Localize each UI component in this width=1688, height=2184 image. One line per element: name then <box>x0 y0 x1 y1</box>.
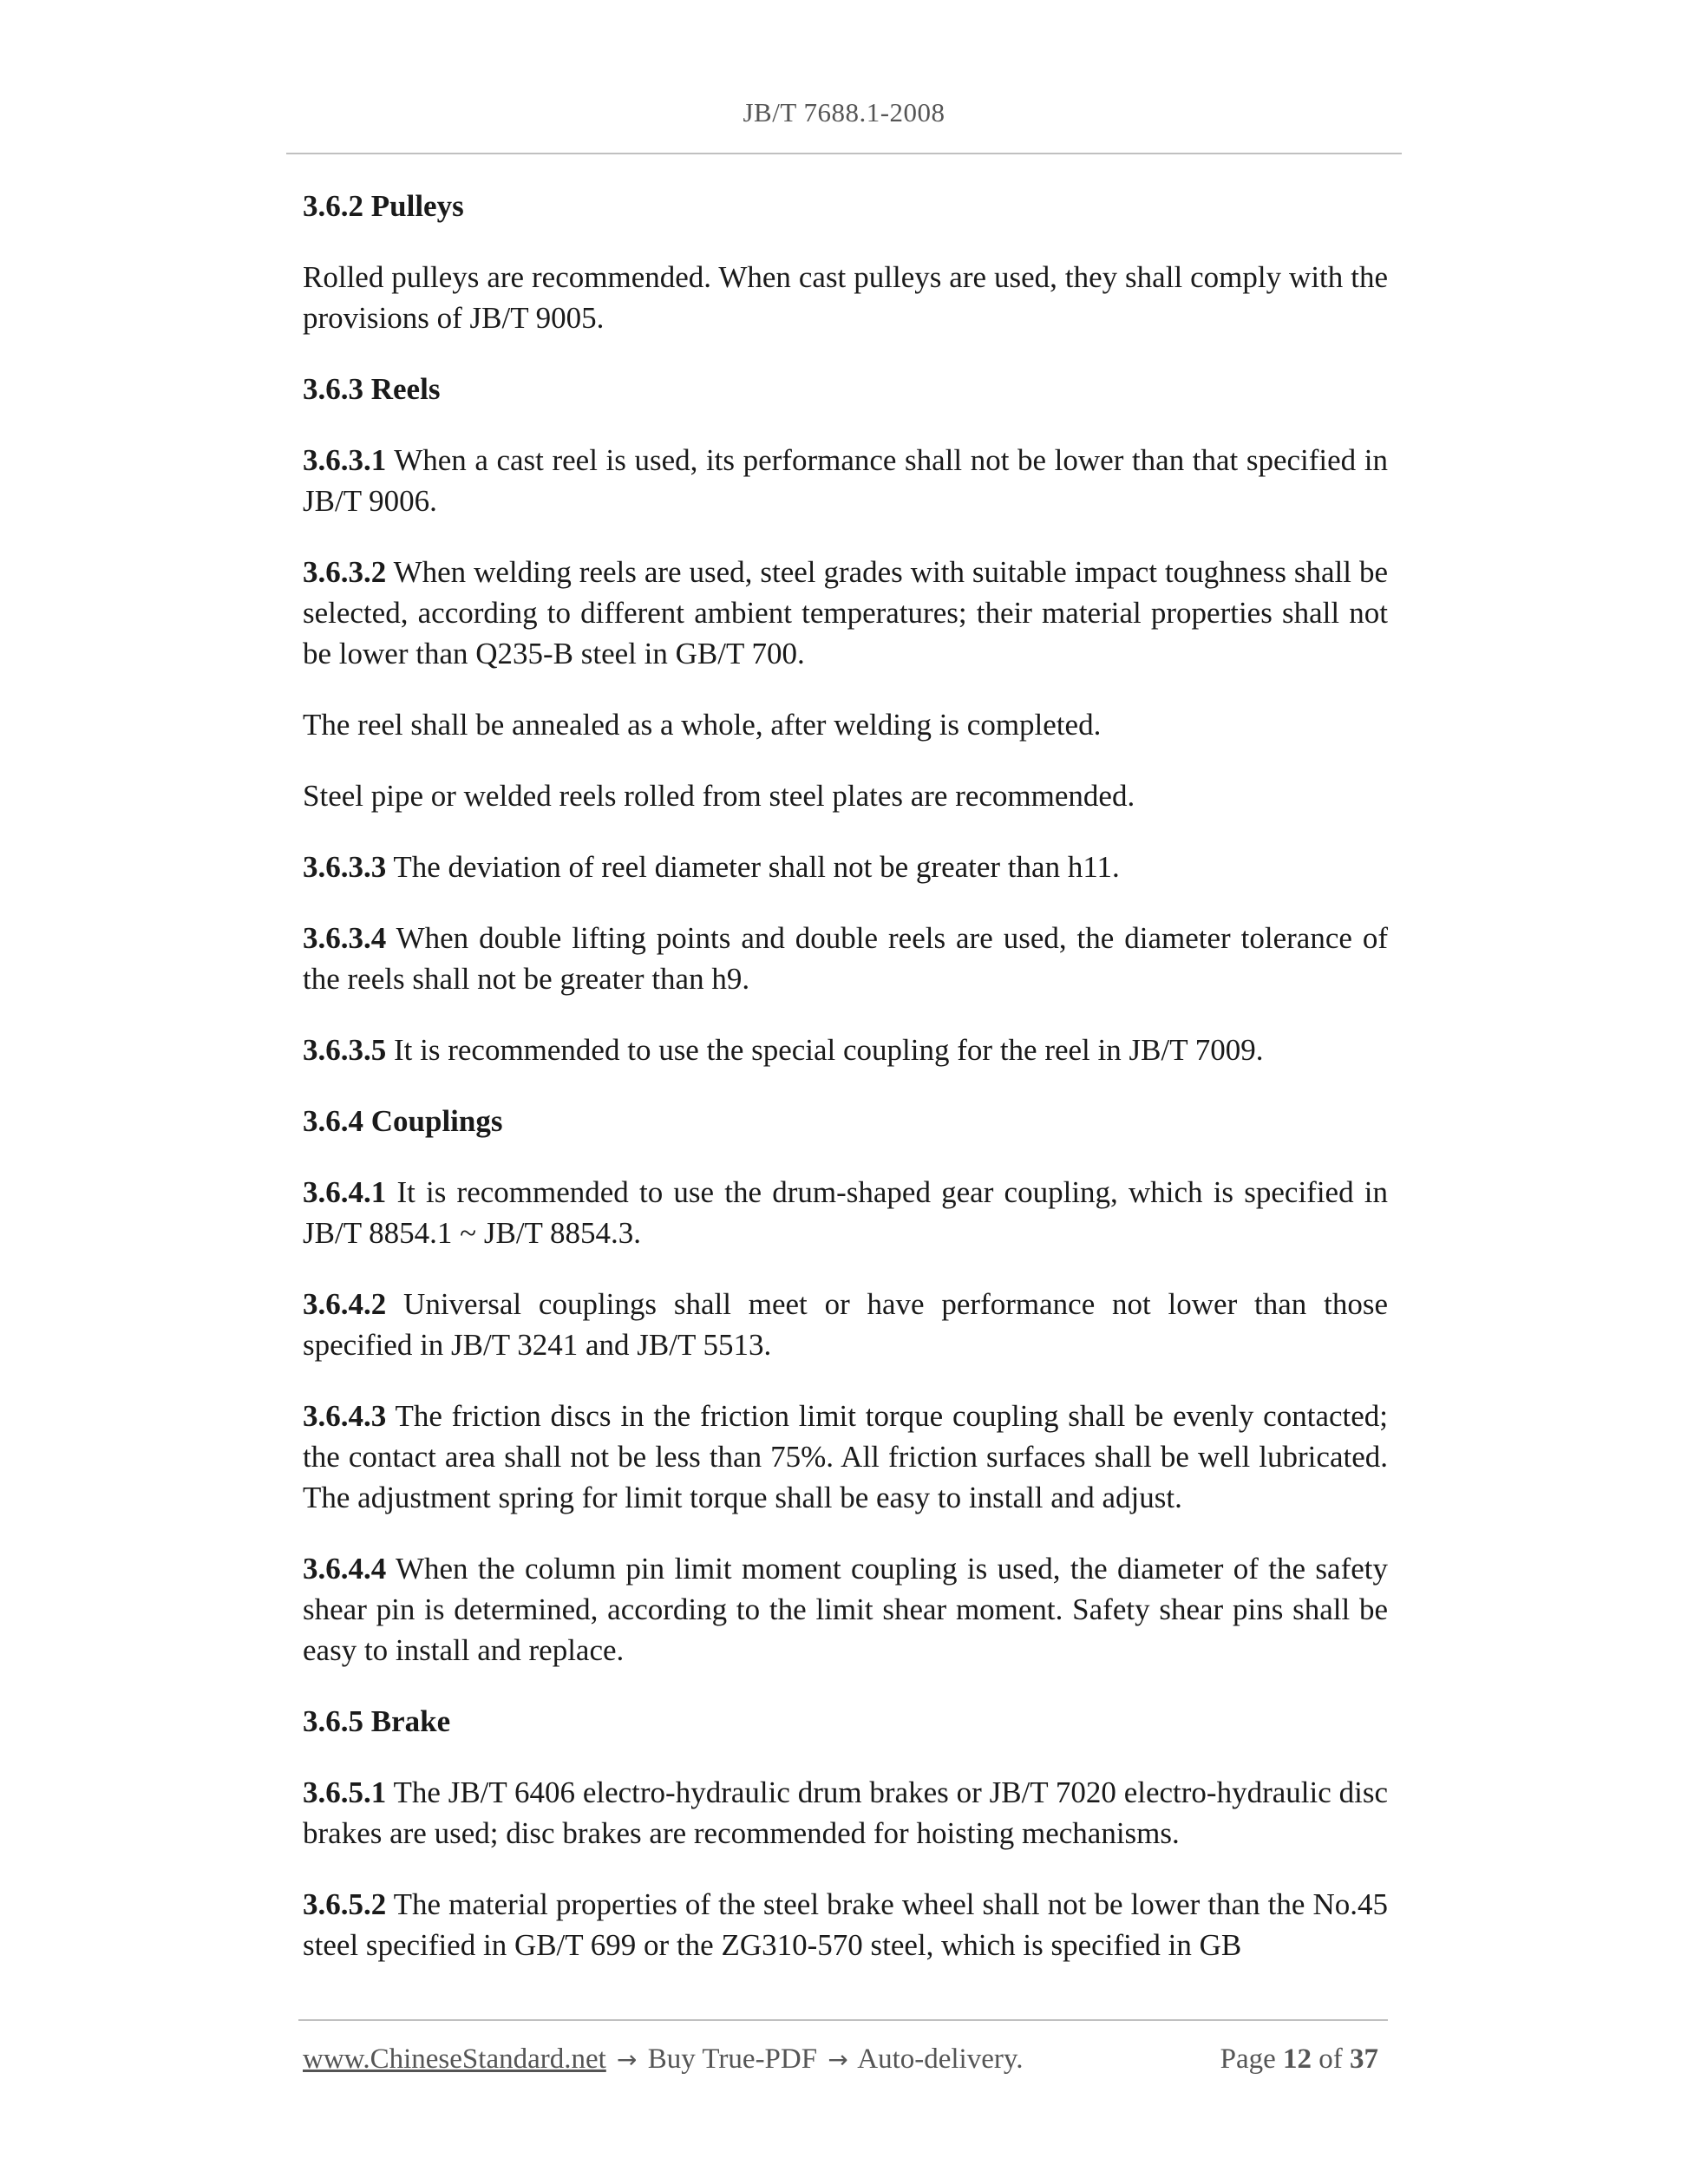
website-link[interactable]: www.ChineseStandard.net <box>303 2043 606 2075</box>
clause-paragraph <box>303 440 1388 521</box>
page-counter <box>1220 2043 1378 2076</box>
document-body <box>303 186 1388 1996</box>
clause-number: 3.6.4.3 <box>303 1399 387 1433</box>
clause-text: The deviation of reel diameter shall not be greater than h11. <box>386 850 1120 884</box>
of-label: of <box>1318 2043 1343 2075</box>
clause-text: The material properties of the steel brake wheel shall not be lower than the No.45 steel specified in GB/T 699 or the ZG310-570 steel, which is specified in GB <box>303 1887 1388 1962</box>
clause-paragraph <box>303 847 1388 887</box>
clause-number: 3.6.4.1 <box>303 1175 387 1209</box>
footer-links <box>303 2043 1023 2076</box>
clause-paragraph <box>303 1030 1388 1070</box>
clause-text: When double lifting points and double reels are used, the diameter tolerance of the reels shall not be greater than h9. <box>303 921 1388 996</box>
clause-text: The JB/T 6406 electro-hydraulic drum brakes or JB/T 7020 electro-hydraulic disc brakes are used; disc brakes are recommended for hoisting mechanisms. <box>303 1775 1388 1850</box>
clause-number: 3.6.4.2 <box>303 1287 387 1321</box>
page-label: Page <box>1220 2043 1276 2075</box>
clause-number: 3.6.3.3 <box>303 850 387 884</box>
auto-delivery-text: Auto-delivery. <box>857 2043 1024 2075</box>
clause-number: 3.6.3.4 <box>303 921 387 955</box>
clause-paragraph <box>303 552 1388 674</box>
arrow-right-icon: → <box>828 2045 848 2074</box>
clause-paragraph <box>303 1548 1388 1671</box>
page-header: JB/T 7688.1-2008 <box>743 97 945 128</box>
clause-number: 3.6.3.2 <box>303 555 387 589</box>
section-heading: 3.6.4 Couplings <box>303 1104 503 1138</box>
clause-number: 3.6.5.1 <box>303 1775 387 1809</box>
buy-pdf-text: Buy True-PDF <box>647 2043 818 2075</box>
section-heading: 3.6.2 Pulleys <box>303 189 464 223</box>
page-footer <box>303 2043 1378 2082</box>
section-heading: 3.6.5 Brake <box>303 1704 451 1738</box>
clause-paragraph <box>303 1772 1388 1854</box>
clause-text: It is recommended to use the special coupling for the reel in JB/T 7009. <box>386 1033 1264 1067</box>
clause-paragraph <box>303 1284 1388 1365</box>
paragraph <box>303 775 1388 816</box>
clause-text: When welding reels are used, steel grades with suitable impact toughness shall be selected, according to different ambient temperatures; their material properties shall not be lower than Q235-B steel in GB/T 700. <box>303 555 1388 670</box>
section-heading: 3.6.3 Reels <box>303 372 441 406</box>
clause-text: The friction discs in the friction limit torque coupling shall be evenly contacted; the contact area shall not be less than 75%. All friction surfaces shall be well lubricated. The adjustment spring for limit torque shall be easy to install and adjust. <box>303 1399 1388 1514</box>
paragraph <box>303 704 1388 745</box>
clause-paragraph <box>303 918 1388 999</box>
clause-text: The reel shall be annealed as a whole, after welding is completed. <box>303 708 1102 742</box>
page-number: 12 <box>1283 2043 1312 2075</box>
clause-text: Rolled pulleys are recommended. When cast pulleys are used, they shall comply with the provisions of JB/T 9005. <box>303 260 1388 335</box>
clause-text: When the column pin limit moment coupling is used, the diameter of the safety shear pin is determined, according to the limit shear moment. Safety shear pins shall be easy to install and replace. <box>303 1552 1388 1667</box>
arrow-right-icon: → <box>617 2045 638 2074</box>
paragraph <box>303 257 1388 338</box>
clause-paragraph <box>303 1884 1388 1965</box>
clause-number: 3.6.5.2 <box>303 1887 387 1921</box>
clause-text: It is recommended to use the drum-shaped gear coupling, which is specified in JB/T 8854.1 ~ JB/T 8854.3. <box>303 1175 1388 1250</box>
header-divider <box>286 153 1402 154</box>
footer-divider <box>298 2019 1388 2021</box>
clause-text: When a cast reel is used, its performance shall not be lower than that specified in JB/T 9006. <box>303 443 1388 518</box>
clause-paragraph <box>303 1172 1388 1253</box>
clause-number: 3.6.3.5 <box>303 1033 387 1067</box>
clause-text: Steel pipe or welded reels rolled from steel plates are recommended. <box>303 779 1135 813</box>
clause-number: 3.6.3.1 <box>303 443 387 477</box>
clause-number: 3.6.4.4 <box>303 1552 387 1586</box>
clause-text: Universal couplings shall meet or have performance not lower than those specified in JB/T 3241 and JB/T 5513. <box>303 1287 1388 1362</box>
clause-paragraph <box>303 1396 1388 1518</box>
page-total: 37 <box>1350 2043 1378 2075</box>
